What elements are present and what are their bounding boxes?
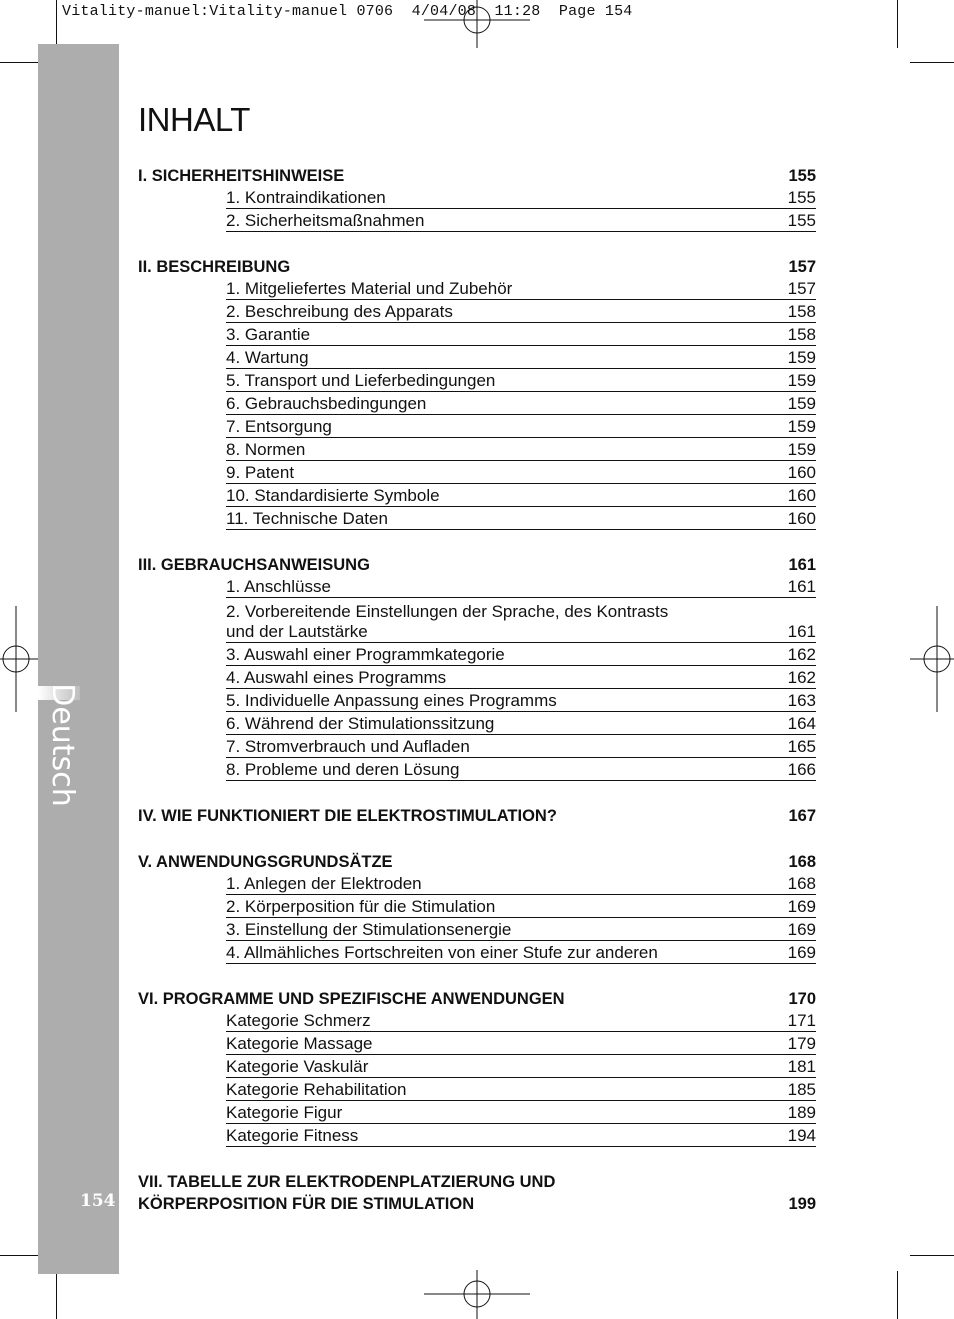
crop-mark (56, 1271, 57, 1319)
toc-entry-list (226, 278, 816, 530)
toc-entry[interactable] (226, 370, 816, 392)
toc-entry[interactable] (226, 1033, 816, 1055)
toc-section-title: V. ANWENDUNGSGRUNDSÄTZE (138, 853, 393, 871)
toc-section-heading[interactable] (138, 256, 816, 278)
toc-entry-page: 157 (787, 279, 816, 298)
toc-section (138, 165, 816, 232)
toc-entry-title: 1. Anschlüsse (226, 577, 331, 596)
toc-entry[interactable] (226, 439, 816, 461)
toc-entry-title: 4. Wartung (226, 348, 309, 367)
toc-section-title: VI. PROGRAMME UND SPEZIFISCHE ANWENDUNGEN (138, 990, 565, 1008)
toc-entry-title: 10. Standardisierte Symbole (226, 486, 440, 505)
toc-section (138, 851, 816, 964)
toc-entry[interactable] (226, 1102, 816, 1124)
toc-entry-page: 185 (787, 1080, 816, 1099)
toc-entry-title: Kategorie Rehabilitation (226, 1080, 407, 1099)
toc-entry-title: 11. Technische Daten (226, 509, 388, 528)
toc-section-page: 161 (788, 556, 816, 574)
toc-entry-page: 181 (787, 1057, 816, 1076)
toc-entry[interactable] (226, 942, 816, 964)
toc-entry-list (226, 1010, 816, 1147)
toc-entry-page: 171 (787, 1011, 816, 1030)
page-number: 154 (80, 1191, 116, 1211)
toc-entry-list (226, 187, 816, 232)
toc-entry[interactable] (226, 187, 816, 209)
language-side-band (38, 44, 119, 1274)
toc-entry[interactable] (226, 1125, 816, 1147)
toc-entry-page: 159 (787, 417, 816, 436)
toc-section (138, 988, 816, 1147)
crop-mark (910, 1255, 954, 1256)
toc-section-title: IV. WIE FUNKTIONIERT DIE ELEKTROSTIMULATION? (138, 807, 557, 825)
toc-entry-title: Kategorie Massage (226, 1034, 373, 1053)
toc-entry[interactable] (226, 759, 816, 781)
crop-mark (897, 1271, 898, 1319)
toc-entry-page: 168 (787, 874, 816, 893)
toc-entry-title: 6. Während der Stimulationssitzung (226, 714, 495, 733)
toc-entry-list (226, 576, 816, 781)
toc-entry[interactable] (226, 210, 816, 232)
toc-entry[interactable] (226, 347, 816, 369)
toc-entry-title: Kategorie Figur (226, 1103, 343, 1122)
toc-entry-page: 159 (787, 440, 816, 459)
toc-entry-title: 2. Körperposition für die Stimulation (226, 897, 496, 916)
registration-mark-bottom (424, 1270, 530, 1319)
toc-entry[interactable] (226, 416, 816, 438)
toc-entry-page: 163 (787, 691, 816, 710)
toc-entry-title: Kategorie Fitness (226, 1126, 359, 1145)
toc-section-page: 167 (788, 807, 816, 825)
toc-entry[interactable] (226, 278, 816, 300)
toc-entry-page: 158 (787, 325, 816, 344)
toc-entry-page: 159 (787, 394, 816, 413)
toc-section-heading[interactable] (138, 805, 816, 827)
toc-section (138, 1171, 816, 1215)
toc-section-page: 157 (788, 258, 816, 276)
page-title: INHALT (138, 101, 250, 138)
toc-entry-page: 158 (787, 302, 816, 321)
toc-section-page: 155 (788, 167, 816, 185)
toc-entry-page: 164 (787, 714, 816, 733)
toc-section-title: III. GEBRAUCHSANWEISUNG (138, 556, 370, 574)
toc-entry-page: 162 (787, 645, 816, 664)
registration-mark-left (0, 606, 42, 712)
toc-entry-page: 169 (787, 943, 816, 962)
toc-entry-title: 8. Normen (226, 440, 306, 459)
toc-entry-title: 5. Individuelle Anpassung eines Programms (226, 691, 557, 710)
toc-entry-page: 159 (787, 371, 816, 390)
toc-entry[interactable] (226, 873, 816, 895)
toc-entry[interactable] (226, 690, 816, 712)
crop-mark (56, 0, 57, 48)
toc-section-page: 199 (788, 1195, 816, 1213)
toc-entry[interactable] (226, 576, 816, 598)
toc-entry-title: 6. Gebrauchsbedingungen (226, 394, 427, 413)
toc-entry[interactable] (226, 896, 816, 918)
toc-entry-page: 194 (787, 1126, 816, 1145)
toc-entry-page: 160 (787, 509, 816, 528)
toc-section-title: VII. TABELLE ZUR ELEKTRODENPLATZIERUNG UND KÖRPERPOSITION FÜR DIE STIMULATION (138, 1173, 556, 1213)
toc-section-heading[interactable] (138, 851, 816, 873)
toc-entry-page: 169 (787, 920, 816, 939)
toc-entry[interactable] (226, 599, 816, 643)
toc-entry-title: 3. Einstellung der Stimulationsenergie (226, 920, 512, 939)
toc-entry-page: 166 (787, 760, 816, 779)
toc-entry[interactable] (226, 1010, 816, 1032)
registration-mark-top (424, 0, 530, 50)
toc-entry[interactable] (226, 393, 816, 415)
toc-entry[interactable] (226, 485, 816, 507)
toc-entry-page: 160 (787, 486, 816, 505)
toc-entry-title: 7. Entsorgung (226, 417, 332, 436)
toc-entry-title: 2. Sicherheitsmaßnahmen (226, 211, 425, 230)
toc-entry-page: 159 (787, 348, 816, 367)
toc-entry-page: 161 (787, 622, 816, 641)
toc-entry-title: 4. Auswahl eines Programms (226, 668, 447, 687)
toc-entry[interactable] (226, 1056, 816, 1078)
crop-mark (897, 0, 898, 48)
toc-entry-page: 155 (787, 188, 816, 207)
toc-entry-page: 189 (787, 1103, 816, 1122)
toc-section (138, 554, 816, 781)
language-label: Deutsch (45, 683, 80, 807)
toc-section-heading[interactable] (138, 165, 816, 187)
table-of-contents (138, 165, 816, 1239)
toc-entry-title: 8. Probleme und deren Lösung (226, 760, 460, 779)
toc-entry-title: 4. Allmähliches Fortschreiten von einer Stufe zur anderen (226, 943, 658, 962)
toc-entry-page: 169 (787, 897, 816, 916)
toc-entry[interactable] (226, 462, 816, 484)
toc-entry-page: 160 (787, 463, 816, 482)
toc-entry[interactable] (226, 1079, 816, 1101)
toc-section-page: 168 (788, 853, 816, 871)
toc-section (138, 256, 816, 530)
toc-entry-page: 179 (787, 1034, 816, 1053)
toc-entry-title: 2. Vorbereitende Einstellungen der Sprache, des Kontrasts und der Lautstärke (226, 602, 669, 641)
crop-mark (910, 62, 954, 63)
toc-entry-page: 162 (787, 668, 816, 687)
toc-section-heading[interactable] (138, 988, 816, 1010)
toc-entry-title: 3. Auswahl einer Programmkategorie (226, 645, 505, 664)
toc-entry-title: Kategorie Vaskulär (226, 1057, 369, 1076)
toc-entry[interactable] (226, 736, 816, 758)
toc-entry-title: 1. Mitgeliefertes Material und Zubehör (226, 279, 513, 298)
toc-entry[interactable] (226, 713, 816, 735)
toc-section (138, 805, 816, 827)
toc-section-page: 170 (788, 990, 816, 1008)
toc-entry[interactable] (226, 667, 816, 689)
toc-entry-page: 165 (787, 737, 816, 756)
toc-entry-title: 1. Anlegen der Elektroden (226, 874, 422, 893)
toc-section-title: II. BESCHREIBUNG (138, 258, 291, 276)
toc-entry-title: 7. Stromverbrauch und Aufladen (226, 737, 470, 756)
toc-entry-page: 161 (787, 577, 816, 596)
toc-entry-title: Kategorie Schmerz (226, 1011, 371, 1030)
toc-entry-title: 5. Transport und Lieferbedingungen (226, 371, 496, 390)
toc-entry[interactable] (226, 919, 816, 941)
toc-entry[interactable] (226, 301, 816, 323)
toc-entry-list (226, 873, 816, 964)
toc-section-heading[interactable] (138, 1171, 816, 1215)
print-header: Vitality-manuel:Vitality-manuel 0706 4/04/08 11:28 Page 154 (62, 3, 633, 20)
toc-section-title: I. SICHERHEITSHINWEISE (138, 167, 345, 185)
registration-mark-right (910, 606, 954, 712)
toc-entry[interactable] (226, 324, 816, 346)
toc-entry[interactable] (226, 644, 816, 666)
toc-section-heading[interactable] (138, 554, 816, 576)
toc-entry-title: 9. Patent (226, 463, 295, 482)
toc-entry[interactable] (226, 508, 816, 530)
toc-entry-title: 2. Beschreibung des Apparats (226, 302, 453, 321)
toc-entry-title: 3. Garantie (226, 325, 311, 344)
toc-entry-page: 155 (787, 211, 816, 230)
toc-entry-title: 1. Kontraindikationen (226, 188, 386, 207)
